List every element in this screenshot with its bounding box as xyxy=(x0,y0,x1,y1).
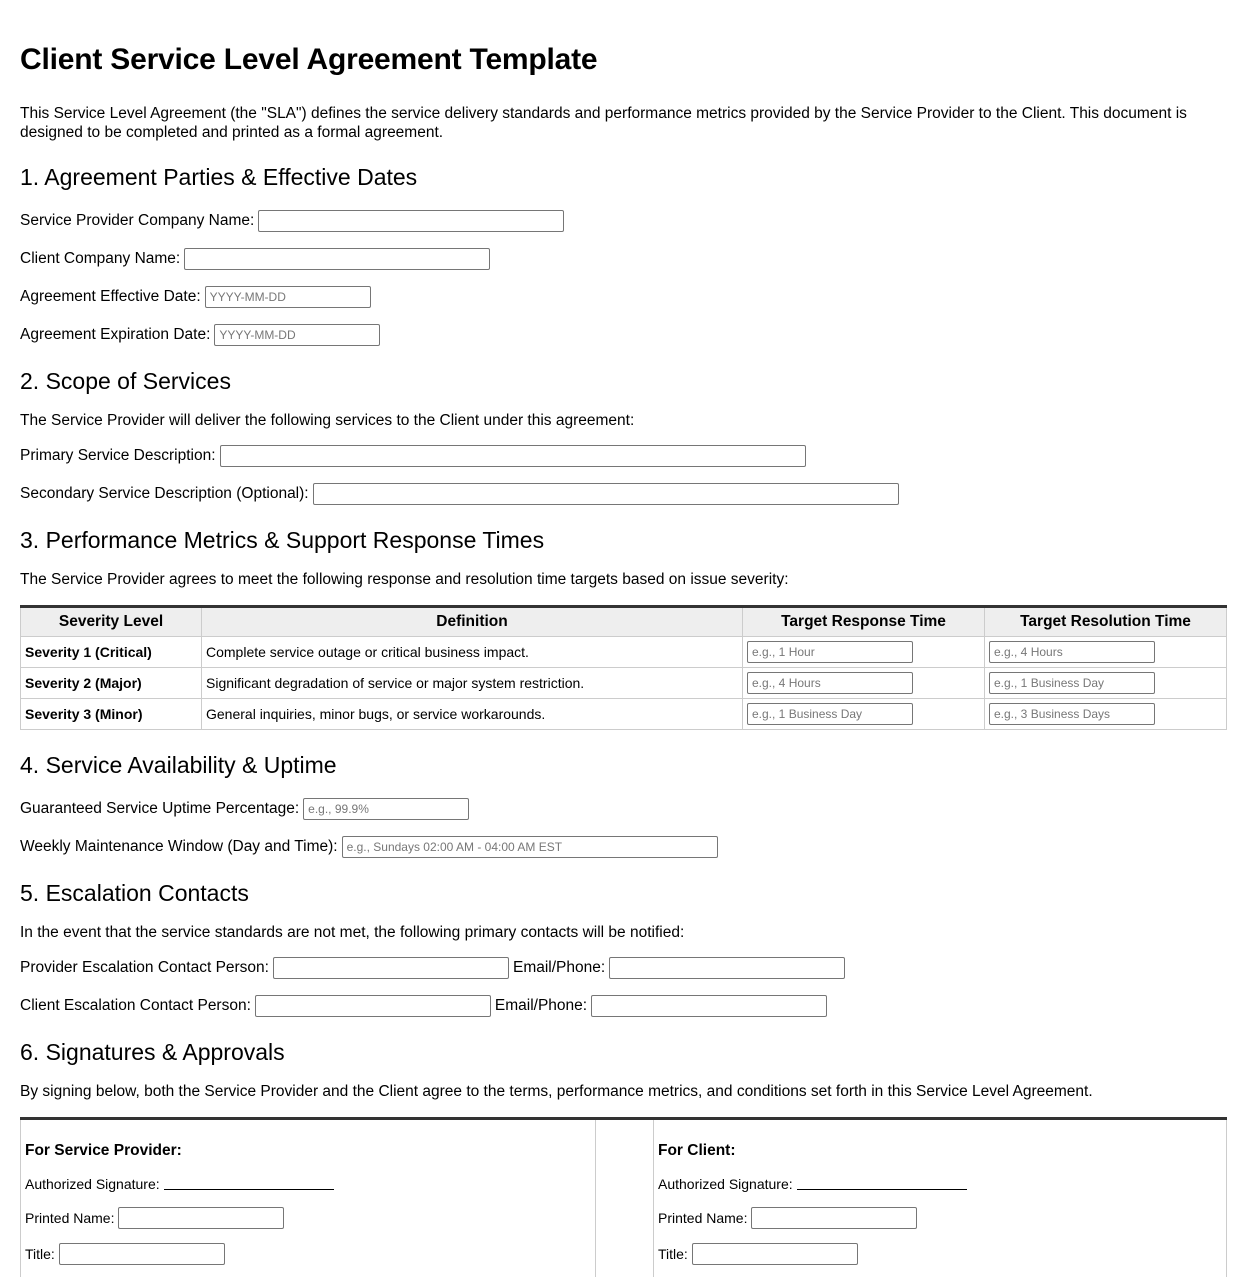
provider-title-input[interactable] xyxy=(59,1243,225,1265)
response-cell xyxy=(743,637,985,668)
provider-title-label: Title: xyxy=(25,1246,55,1262)
section-3-text: The Service Provider agrees to meet the following response and resolution time targets based on issue severity: xyxy=(20,571,789,588)
maintenance-label: Weekly Maintenance Window (Day and Time): xyxy=(20,838,338,855)
col-target-resolution: Target Resolution Time xyxy=(985,607,1227,637)
provider-signature-title: For Service Provider: xyxy=(25,1142,182,1159)
client-company-input[interactable] xyxy=(184,248,490,270)
provider-title-line xyxy=(25,1243,591,1265)
section-6-heading: 6. Signatures & Approvals xyxy=(20,1039,285,1065)
resolution-time-input[interactable] xyxy=(989,641,1155,663)
intro-paragraph: This Service Level Agreement (the "SLA") defines the service delivery standards and performance metrics provided by the Service Provider to the Client. This document is designed to be completed and printed as a formal agreement. xyxy=(20,105,1187,141)
secondary-service-label: Secondary Service Description (Optional): xyxy=(20,485,309,502)
section-5-heading: 5. Escalation Contacts xyxy=(20,880,249,906)
uptime-row xyxy=(20,798,1227,820)
provider-signature-label: Authorized Signature: xyxy=(25,1176,160,1192)
section-1-heading: 1. Agreement Parties & Effective Dates xyxy=(20,164,418,190)
client-printed-name-input[interactable] xyxy=(751,1207,917,1229)
definition-cell: Complete service outage or critical business impact. xyxy=(202,637,743,668)
table-row xyxy=(21,668,1227,699)
effective-date-input[interactable] xyxy=(205,286,371,308)
maintenance-row xyxy=(20,836,1227,858)
section-5-text: In the event that the service standards are not met, the following primary contacts will be notified: xyxy=(20,924,685,941)
uptime-label: Guaranteed Service Uptime Percentage: xyxy=(20,800,300,817)
section-2-text: The Service Provider will deliver the following services to the Client under this agreement: xyxy=(20,412,635,429)
client-company-row xyxy=(20,248,1227,270)
client-email-phone-label: Email/Phone: xyxy=(494,997,588,1014)
response-time-input[interactable] xyxy=(747,641,913,663)
client-title-input[interactable] xyxy=(692,1243,858,1265)
provider-signature-column xyxy=(20,1120,595,1277)
provider-signature-field[interactable] xyxy=(164,1179,334,1190)
provider-company-input[interactable] xyxy=(258,210,564,232)
col-severity-level: Severity Level xyxy=(21,607,202,637)
response-time-input[interactable] xyxy=(747,672,913,694)
secondary-service-row xyxy=(20,483,1227,505)
severity-cell: Severity 1 (Critical) xyxy=(21,637,202,668)
provider-contact-label: Provider Escalation Contact Person: xyxy=(20,959,269,976)
client-contact-input[interactable] xyxy=(255,995,491,1017)
provider-printed-name-label: Printed Name: xyxy=(25,1210,115,1226)
provider-printed-name-line xyxy=(25,1207,591,1229)
client-title-label: Title: xyxy=(658,1246,688,1262)
provider-company-label: Service Provider Company Name: xyxy=(20,212,255,229)
signature-block xyxy=(20,1117,1227,1277)
resolution-cell xyxy=(985,668,1227,699)
signature-spacer xyxy=(595,1120,653,1277)
page-title: Client Service Level Agreement Template xyxy=(20,43,598,76)
section-3-heading: 3. Performance Metrics & Support Response Times xyxy=(20,527,545,553)
client-signature-title: For Client: xyxy=(658,1142,736,1159)
section-2-heading: 2. Scope of Services xyxy=(20,368,231,394)
expiration-date-row xyxy=(20,324,1227,346)
primary-service-row xyxy=(20,445,1227,467)
client-contact-row xyxy=(20,995,1227,1017)
definition-cell: General inquiries, minor bugs, or service workarounds. xyxy=(202,699,743,730)
client-signature-label: Authorized Signature: xyxy=(658,1176,793,1192)
client-printed-name-line xyxy=(658,1207,1222,1229)
client-company-label: Client Company Name: xyxy=(20,250,181,267)
response-cell xyxy=(743,699,985,730)
table-row xyxy=(21,637,1227,668)
col-target-response: Target Response Time xyxy=(743,607,985,637)
severity-cell: Severity 3 (Minor) xyxy=(21,699,202,730)
maintenance-input[interactable] xyxy=(342,836,718,858)
client-contact-label: Client Escalation Contact Person: xyxy=(20,997,251,1014)
expiration-date-label: Agreement Expiration Date: xyxy=(20,326,211,343)
provider-contact-input[interactable] xyxy=(273,957,509,979)
primary-service-label: Primary Service Description: xyxy=(20,447,216,464)
section-6-text: By signing below, both the Service Provider and the Client agree to the terms, performance metrics, and conditions set forth in this Service Level Agreement. xyxy=(20,1083,1093,1100)
client-signature-line xyxy=(658,1173,1222,1195)
provider-company-row xyxy=(20,210,1227,232)
response-cell xyxy=(743,668,985,699)
provider-email-phone-input[interactable] xyxy=(609,957,845,979)
provider-signature-line xyxy=(25,1173,591,1195)
client-title-line xyxy=(658,1243,1222,1265)
table-header-row xyxy=(21,607,1227,637)
uptime-input[interactable] xyxy=(303,798,469,820)
primary-service-input[interactable] xyxy=(220,445,806,467)
response-time-input[interactable] xyxy=(747,703,913,725)
resolution-time-input[interactable] xyxy=(989,672,1155,694)
provider-contact-row xyxy=(20,957,1227,979)
section-4-heading: 4. Service Availability & Uptime xyxy=(20,752,337,778)
provider-printed-name-input[interactable] xyxy=(118,1207,284,1229)
severity-table xyxy=(20,605,1227,730)
provider-email-phone-label: Email/Phone: xyxy=(512,959,606,976)
effective-date-row xyxy=(20,286,1227,308)
resolution-time-input[interactable] xyxy=(989,703,1155,725)
expiration-date-input[interactable] xyxy=(214,324,380,346)
client-signature-column xyxy=(653,1120,1227,1277)
client-signature-field[interactable] xyxy=(797,1179,967,1190)
col-definition: Definition xyxy=(202,607,743,637)
client-email-phone-input[interactable] xyxy=(591,995,827,1017)
table-row xyxy=(21,699,1227,730)
resolution-cell xyxy=(985,699,1227,730)
severity-cell: Severity 2 (Major) xyxy=(21,668,202,699)
client-printed-name-label: Printed Name: xyxy=(658,1210,748,1226)
effective-date-label: Agreement Effective Date: xyxy=(20,288,201,305)
resolution-cell xyxy=(985,637,1227,668)
definition-cell: Significant degradation of service or major system restriction. xyxy=(202,668,743,699)
secondary-service-input[interactable] xyxy=(313,483,899,505)
